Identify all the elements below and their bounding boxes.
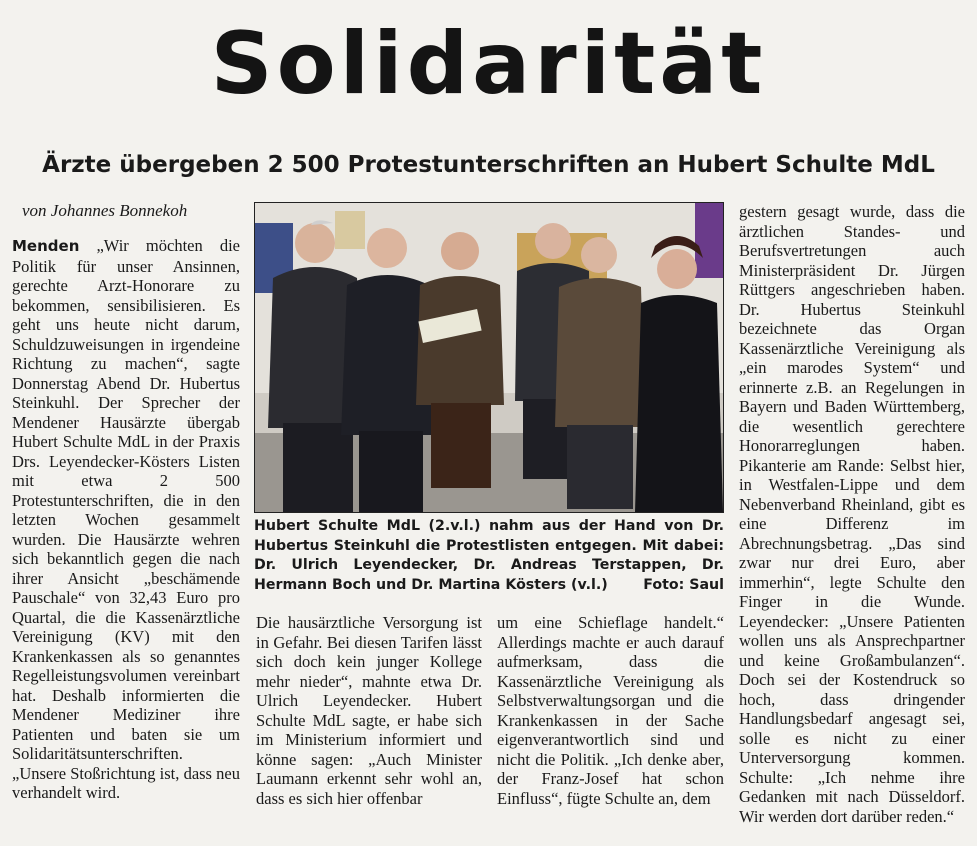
article-photo bbox=[254, 202, 724, 513]
caption-text: Hubert Schulte MdL (2.v.l.) nahm aus der Hand von Dr. Hubertus Steinkuhl die Protestlisten entgegen. Mit dabei: Dr. Ulrich Leyendecker, Dr. Andreas Terstappen, Dr. Hermann Boch und Dr. Martina Kösters (v.l.) bbox=[254, 518, 724, 593]
article-column-4 bbox=[739, 202, 965, 826]
byline: von Johannes Bonnekoh bbox=[22, 201, 188, 220]
headline: Solidarität bbox=[210, 14, 767, 114]
subheadline: Ärzte übergeben 2 500 Protestunterschriften an Hubert Schulte MdL bbox=[42, 152, 935, 178]
article-column-1 bbox=[12, 236, 240, 803]
body-text: Die hausärztliche Versorgung ist in Gefahr. Bei diesen Tarifen lässt sich doch kein junger Kollege mehr nieder“, mahnte etwa Dr. Ulrich Leyendecker. Hubert Schulte MdL sagte, er habe sich im Ministerium informiert und könne sagen: „Auch Minister Laumann erkennt sehr wohl an, dass es sich hier offenbar bbox=[256, 613, 482, 808]
article-column-3 bbox=[497, 613, 724, 808]
article-column-2 bbox=[256, 613, 482, 808]
body-text: um eine Schieflage handelt.“ Allerdings machte er auch darauf aufmerksam, dass die Kassenärztliche Vereinigung als Selbstverwaltungsorgan und die Krankenkassen in der Sache eigenverantwortlich sind und nicht die Politik. „Ich denke aber, der Franz-Josef hat schon Einfluss“, fügte Schulte an, dem bbox=[497, 613, 724, 808]
body-text: „Wir möchten die Politik für unser Ansinnen, gerechte Arzt-Honorare zu bekommen, sensibilisieren. Es geht uns heute nicht darum, Schuldzuweisungen in irgendeine Richtung zu machen“, sagte Donnerstag Abend Dr. Hubertus Steinkuhl. Der Sprecher der Mendener Hausärzte übergab Hubert Schulte MdL in der Praxis Drs. Leyendecker-Kösters Listen mit etwa 2 500 Protestunterschriften, die in den letzten Wochen gesammelt wurden. Die Hausärzte wehren sich bekanntlich gegen die nach ihrer Ansicht „beschämende Pauschale“ von 32,43 Euro pro Quartal, die die Kassenärztliche Vereinigung (KV) mit den Krankenkassen als so genanntes Regelleistungsvolumen vereinbart hat. Deshalb informierten die Mendener Mediziner ihre Patienten und baten sie um Solidaritätsunterschriften. „Unsere Stoßrichtung ist, dass neu verhandelt wird. bbox=[12, 236, 240, 802]
dateline: Menden bbox=[12, 237, 80, 255]
body-text: gestern gesagt wurde, dass die ärztlichen Standes- und Berufsvertretungen auch Ministerpräsident Dr. Jürgen Rüttgers angeschrieben haben. Dr. Hubertus Steinkuhl bezeichnete das Organ Kassenärztliche Vereinigung als „ein marodes System“ und erinnerte z.B. an Regelungen in Bayern und Baden Württemberg, die wesentlich gerechtere Honorarreglungen haben. Pikanterie am Rande: Selbst hier, in Westfalen-Lippe und dem Nebenverband Rheinland, gibt es eine Differenz im Abrechnungsbetrag. „Das sind zwar nur drei Euro, aber immerhin“, legte Schulte den Finger in die Wunde. Leyendecker: „Unsere Patienten wollen uns als Ansprechpartner und keine Großambulanzen“. Doch sei der Kostendruck so hoch, dass dringender Handlungsbedarf angesagt sei, solle es nicht zu einer Unterversorgung kommen. Schulte: „Ich nehme ihre Gedanken mit nach Düsseldorf. Wir werden dort darüber reden.“ bbox=[739, 202, 965, 826]
photo-credit: Foto: Saul bbox=[643, 576, 724, 593]
photo-caption bbox=[254, 517, 724, 595]
